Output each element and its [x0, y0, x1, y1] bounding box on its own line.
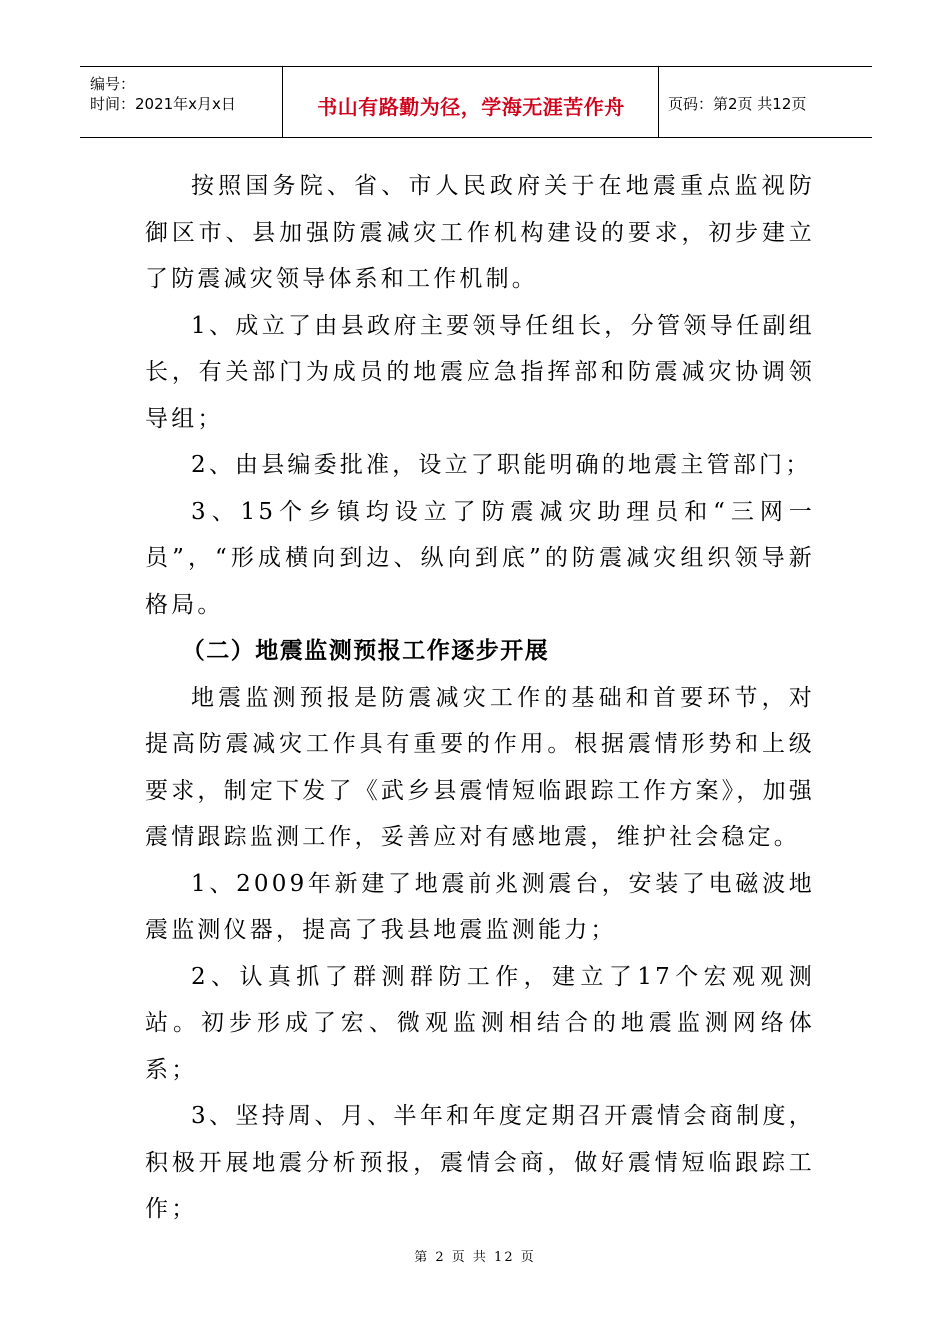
body-paragraph: 按照国务院、省、市人民政府关于在地震重点监视防御区市、县加强防震减灾工作机构建设的要求，初步建立了防震减灾领导体系和工作机制。 [145, 173, 815, 292]
header-page-label: 页码：第2页 共12页 [668, 95, 807, 113]
body-paragraph: 1、成立了由县政府主要领导任组长，分管领导任副组长，有关部门为成员的地震应急指挥部和防震减灾协调领导组； [145, 312, 815, 432]
document-header [80, 66, 872, 138]
header-motto: 书山有路勤为径，学海无涯苦作舟 [317, 95, 625, 119]
body-paragraph: 2、由县编委批准，设立了职能明确的地震主管部门； [191, 452, 812, 478]
header-meta-cell [80, 67, 283, 137]
body-paragraph: 1、2009年新建了地震前兆测震台，安装了电磁波地震监测仪器，提高了我县地震监测能力； [145, 870, 815, 943]
document-number-label: 编号： [90, 75, 136, 93]
body-paragraph: 2、认真抓了群测群防工作，建立了17个宏观观测站。初步形成了宏、微观监测相结合的地震监测网络体系； [145, 963, 815, 1083]
section-heading: （二）地震监测预报工作逐步开展 [181, 638, 550, 664]
body-paragraph: 3、坚持周、月、半年和年度定期召开震情会商制度，积极开展地震分析预报，震情会商，做好震情短临跟踪工作； [145, 1103, 815, 1222]
body-paragraph: 3、15个乡镇均设立了防震减灾助理员和“三网一员”，“形成横向到边、纵向到底”的防震减灾组织领导新格局。 [145, 498, 815, 618]
body-paragraph: 地震监测预报是防震减灾工作的基础和首要环节，对提高防震减灾工作具有重要的作用。根据震情形势和上级要求，制定下发了《武乡县震情短临跟踪工作方案》，加强震情跟踪监测工作，妥善应对有感地震，维护社会稳定。 [145, 684, 815, 850]
page-footer: 第 2 页 共 12 页 [414, 1250, 536, 1265]
header-page-cell [660, 67, 872, 137]
document-time-label: 时间：2021年x月x日 [90, 95, 236, 113]
document-body [145, 163, 815, 1233]
header-motto-cell [284, 67, 659, 137]
